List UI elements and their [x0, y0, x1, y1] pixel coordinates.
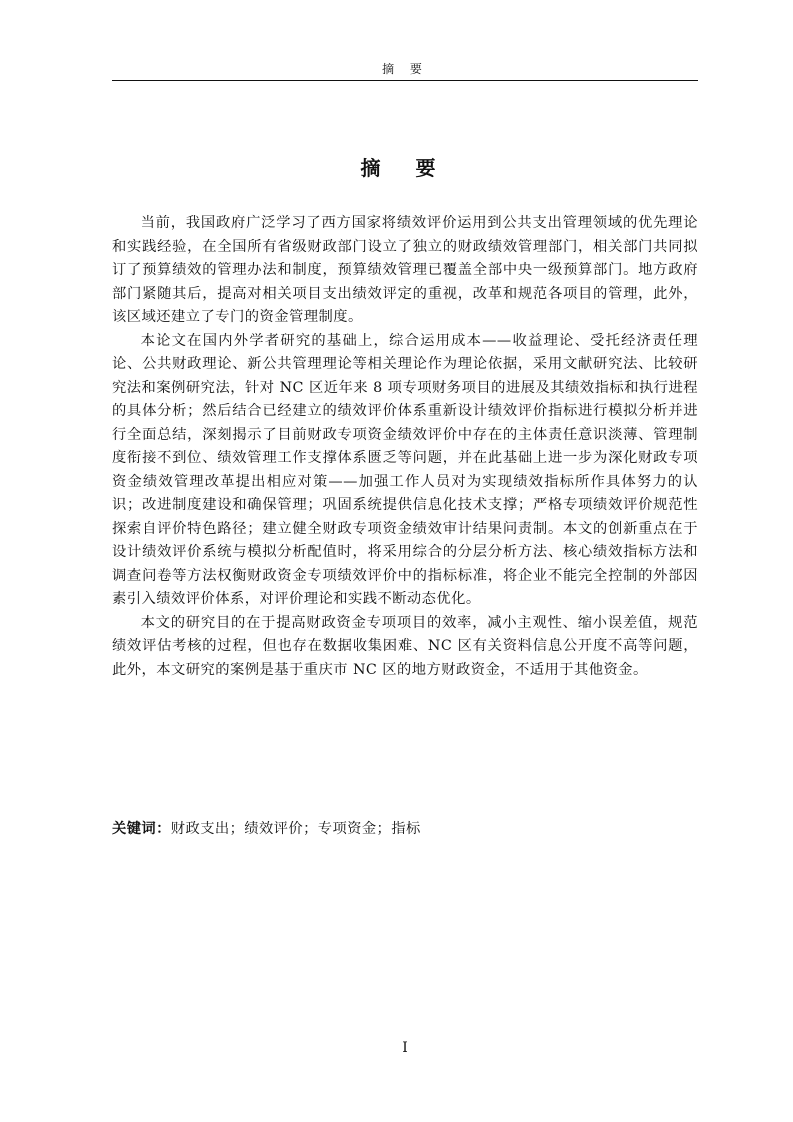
keywords-text: 财政支出；绩效评价；专项资金；指标	[170, 821, 421, 837]
page-title: 摘 要	[360, 156, 450, 180]
running-header: 摘 要	[382, 62, 428, 76]
abstract-paragraph-3: 本文的研究目的在于提高财政资金专项项目的效率，减小主观性、缩小误差值，规范绩效评估考核的过程，但也存在数据收集困难、NC 区有关资料信息公开度不高等问题，此外，本文研究的案例是基于重庆市 NC 区的地方财政资金，不适用于其他资金。	[112, 614, 698, 678]
page-number: I	[402, 1040, 408, 1056]
abstract-paragraph-2: 本论文在国内外学者研究的基础上，综合运用成本——收益理论、受托经济责任理论、公共财政理论、新公共管理理论等相关理论作为理论依据，采用文献研究法、比较研究法和案例研究法，针对 NC 区近年来 8 项专项财务项目的进展及其绩效指标和执行进程的具体分析；然后结合已经建立的绩效评价体系重新设计绩效评价指标进行模拟分析并进行全面总结，深刻揭示了目前财政专项资金绩效评价中存在的主体责任意识淡薄、管理制度衔接不到位、绩效管理工作支撑体系匮乏等问题，并在此基础上进一步为深化财政专项资金绩效管理改革提出相应对策——加强工作人员对为实现绩效指标所作具体努力的认识；改进制度建设和确保管理；巩固系统提供信息化技术支撑；严格专项绩效评价规范性探索自评价特色路径；建立健全财政专项资金绩效审计结果问责制。本文的创新重点在于设计绩效评价系统与模拟分析配值时，将采用综合的分层分析方法、核心绩效指标方法和调查问卷等方法权衡财政资金专项绩效评价中的指标标准，将企业不能完全控制的外部因素引入绩效评价体系，对评价理论和实践不断动态优化。	[112, 332, 698, 607]
keywords-label: 关键词：	[112, 821, 171, 837]
header-divider	[112, 80, 698, 81]
abstract-body	[112, 212, 698, 682]
abstract-paragraph-1: 当前，我国政府广泛学习了西方国家将绩效评价运用到公共支出管理领域的优先理论和实践经验，在全国所有省级财政部门设立了独立的财政绩效管理部门，相关部门共同拟订了预算绩效的管理办法和制度，预算绩效管理已覆盖全部中央一级预算部门。地方政府部门紧随其后，提高对相关项目支出绩效评定的重视，改革和规范各项目的管理，此外，该区域还建立了专门的资金管理制度。	[112, 215, 698, 325]
keywords-line	[112, 818, 698, 841]
